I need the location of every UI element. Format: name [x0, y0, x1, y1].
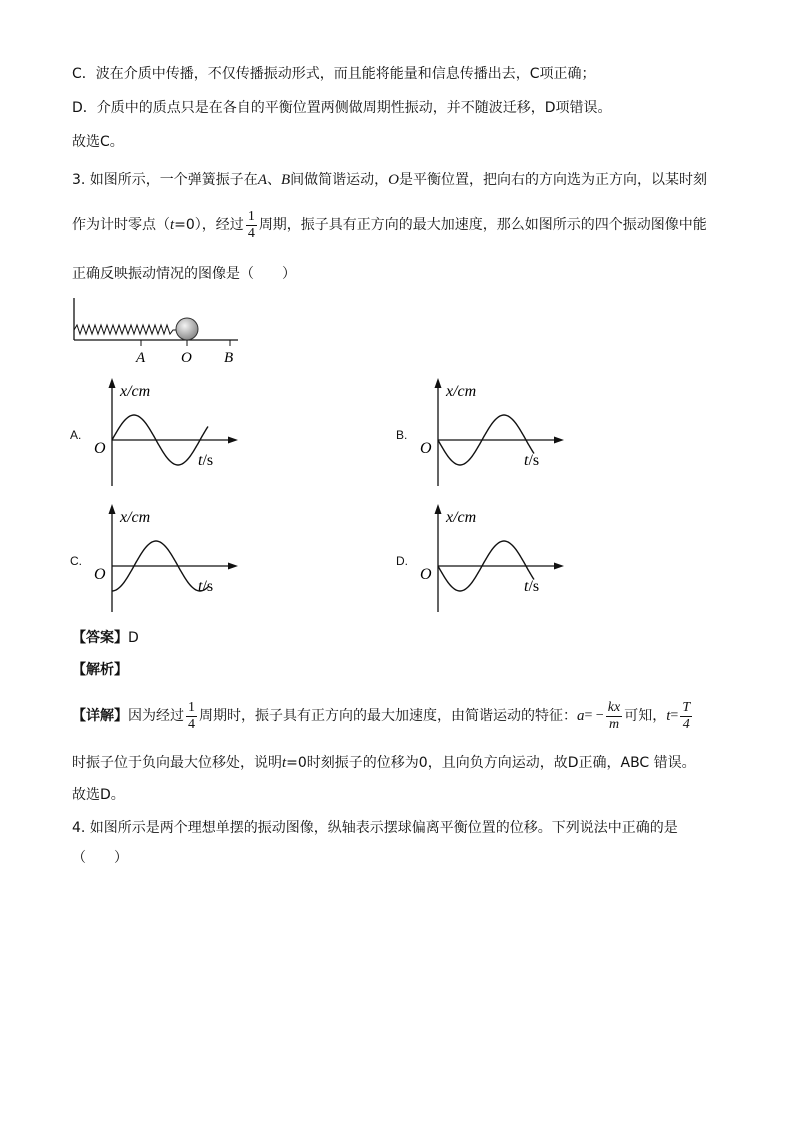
ball	[176, 318, 198, 340]
option-label-1: B.	[396, 428, 408, 442]
explain-c: C．波在介质中传播，不仅传播振动形式，而且能将能量和信息传播出去，C项正确；	[72, 66, 596, 82]
x-axis-label: t/s	[524, 578, 540, 595]
x-axis-arrow	[554, 563, 564, 570]
x-axis-label: t/s	[524, 452, 540, 469]
detail-line2: 时振子位于负向最大位移处，说明t=0时刻振子的位移为0，且向负方向运动，故D正确，ABC 错误。	[72, 755, 696, 771]
x-axis-arrow	[228, 563, 238, 570]
detail-line1: 【详解】 因为经过 $\frac{1}{4}$ 周期时，振子具有正方向的最大加速度，由简谐运动的特征： a = − $\frac{kx}{m}$ 可知， t = $\frac{T}{4}$	[72, 699, 691, 732]
y-axis-arrow	[435, 504, 442, 514]
y-axis-arrow	[109, 504, 116, 514]
option-graph-3	[418, 504, 598, 616]
q4-bracket: （ ）	[72, 850, 128, 866]
choose-c: 故选C。	[72, 134, 124, 150]
y-axis-label: x/cm	[120, 383, 151, 400]
label-B: B	[224, 350, 234, 366]
origin-label: O	[420, 566, 432, 583]
spring-oscillator-figure	[70, 295, 250, 367]
y-axis-label: x/cm	[446, 509, 477, 526]
origin-label: O	[94, 566, 106, 583]
q3-line3: 正确反映振动情况的图像是（ ）	[72, 266, 296, 282]
label-O: O	[181, 350, 192, 366]
y-axis-label: x/cm	[446, 383, 477, 400]
x-axis-arrow	[554, 437, 564, 444]
option-graph-1	[418, 378, 598, 490]
origin-label: O	[420, 440, 432, 457]
analysis-tag: 【解析】	[72, 662, 128, 678]
x-axis-label: t/s	[198, 452, 214, 469]
x-axis-arrow	[228, 437, 238, 444]
option-graph-2	[92, 504, 272, 616]
q4-text: 4. 如图所示是两个理想单摆的振动图像，纵轴表示摆球偏离平衡位置的位移。下列说法中正确的是	[72, 820, 678, 836]
fraction-quarter: $\frac{1}{4}$	[247, 208, 255, 241]
origin-label: O	[94, 440, 106, 457]
x-axis-label: t/s	[198, 578, 214, 595]
answer-line	[72, 628, 139, 648]
choose-d: 故选D。	[72, 787, 125, 803]
explain-d: D．介质中的质点只是在各自的平衡位置两侧做周期性振动，并不随波迁移，D项错误。	[72, 100, 612, 116]
y-axis-arrow	[435, 378, 442, 388]
spring-coil	[74, 325, 176, 334]
q3-line1: 3. 如图所示，一个弹簧振子在A、B间做简谐运动，O是平衡位置，把向右的方向选为正方向，以某时刻	[72, 172, 707, 188]
y-axis-label: x/cm	[120, 509, 151, 526]
option-label-3: D.	[396, 554, 408, 568]
y-axis-arrow	[109, 378, 116, 388]
option-graph-0	[92, 378, 272, 490]
option-label-0: A.	[70, 428, 82, 442]
answer-tag: 【答案】	[72, 630, 128, 646]
label-A: A	[136, 350, 146, 366]
q3-line2: 作为计时零点（ t =0），经过 $\frac{1}{4}$ 周期，振子具有正方向的最大加速度，那么如图所示的四个振动图像中能	[72, 208, 707, 241]
option-label-2: C.	[70, 554, 82, 568]
answer-value: D	[128, 630, 139, 646]
